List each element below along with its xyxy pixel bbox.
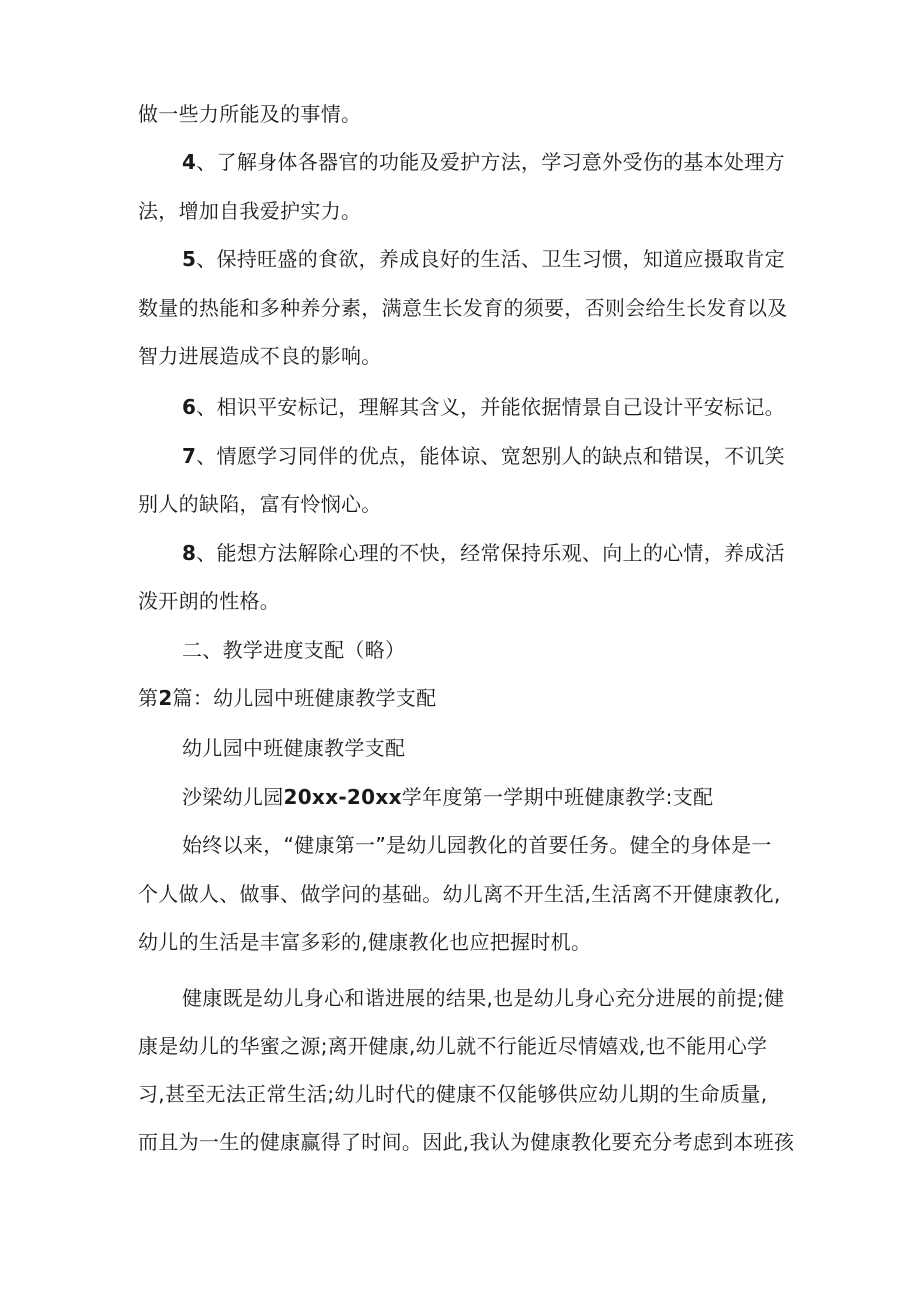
list-item-5-line-3: 智力进展造成不良的影响。 [138, 344, 382, 368]
list-item-7-line-2: 别人的缺陷，富有怜悯心。 [138, 492, 382, 516]
school-name: 沙梁幼儿园 [182, 785, 284, 809]
item-number: 4 [182, 150, 197, 174]
item-number: 5 [182, 247, 197, 271]
paragraph-1-line-1: 始终以来，“健康第一”是幼儿园教化的首要任务。健全的身体是一 [182, 833, 772, 857]
document-subtitle: 幼儿园中班健康教学支配 [182, 736, 406, 760]
chapter-prefix: 第 [138, 686, 159, 710]
list-item-8-line-2: 泼开朗的性格。 [138, 589, 281, 613]
school-term: 学年度第一学期中班健康教学:支配 [401, 785, 714, 809]
paragraph-2-line-3: 习,甚至无法正常生活;幼儿时代的健康不仅能够供应幼儿期的生命质量, [138, 1082, 768, 1106]
chapter-title: 篇：幼儿园中班健康教学支配 [172, 686, 437, 710]
list-item-8-line-1 [182, 539, 785, 567]
list-item-7-line-1 [182, 442, 785, 470]
item-text: 、能想方法解除心理的不快，经常保持乐观、向上的心情，养成活 [196, 541, 785, 565]
school-years: 20xx-20xx [283, 785, 402, 809]
list-item-6-line-1 [182, 393, 785, 421]
list-item-5-line-1 [182, 245, 785, 273]
list-item-4-line-1 [182, 148, 785, 176]
item-number: 6 [182, 395, 197, 419]
paragraph-2-line-1: 健康既是幼儿身心和谐进展的结果,也是幼儿身心充分进展的前提;健 [182, 986, 785, 1010]
paragraph-1-line-2: 个人做人、做事、做学问的基础。幼儿离不开生活,生活离不开健康教化, [138, 882, 781, 906]
paragraph-2-line-4: 而且为一生的健康赢得了时间。因此,我认为健康教化要充分考虑到本班孩 [138, 1130, 795, 1154]
paragraph-2-line-2: 康是幼儿的华蜜之源;离开健康,幼儿就不行能近尽情嬉戏,也不能用心学 [138, 1034, 768, 1058]
paragraph-1-line-3: 幼儿的生活是丰富多彩的,健康教化也应把握时机。 [138, 930, 592, 954]
chapter-heading [138, 684, 436, 712]
item-text: 、了解身体各器官的功能及爱护方法，学习意外受伤的基本处理方 [196, 150, 785, 174]
item-text: 、保持旺盛的食欲，养成良好的生活、卫生习惯，知道应摄取肯定 [196, 247, 785, 271]
list-item-4-line-2: 法，增加自我爱护实力。 [138, 199, 362, 223]
section-heading: 二、教学进度支配（略） [182, 638, 406, 662]
list-item-5-line-2: 数量的热能和多种养分素，满意生长发育的须要，否则会给生长发育以及 [138, 296, 788, 320]
chapter-number: 2 [158, 686, 173, 710]
item-number: 7 [182, 444, 197, 468]
item-text: 、相识平安标记，理解其含义，并能依据情景自己设计平安标记。 [196, 395, 785, 419]
continuation-line: 做一些力所能及的事情。 [138, 102, 362, 126]
item-number: 8 [182, 541, 197, 565]
item-text: 、情愿学习同伴的优点，能体谅、宽恕别人的缺点和错误，不讥笑 [196, 444, 785, 468]
school-term-line [182, 783, 713, 811]
